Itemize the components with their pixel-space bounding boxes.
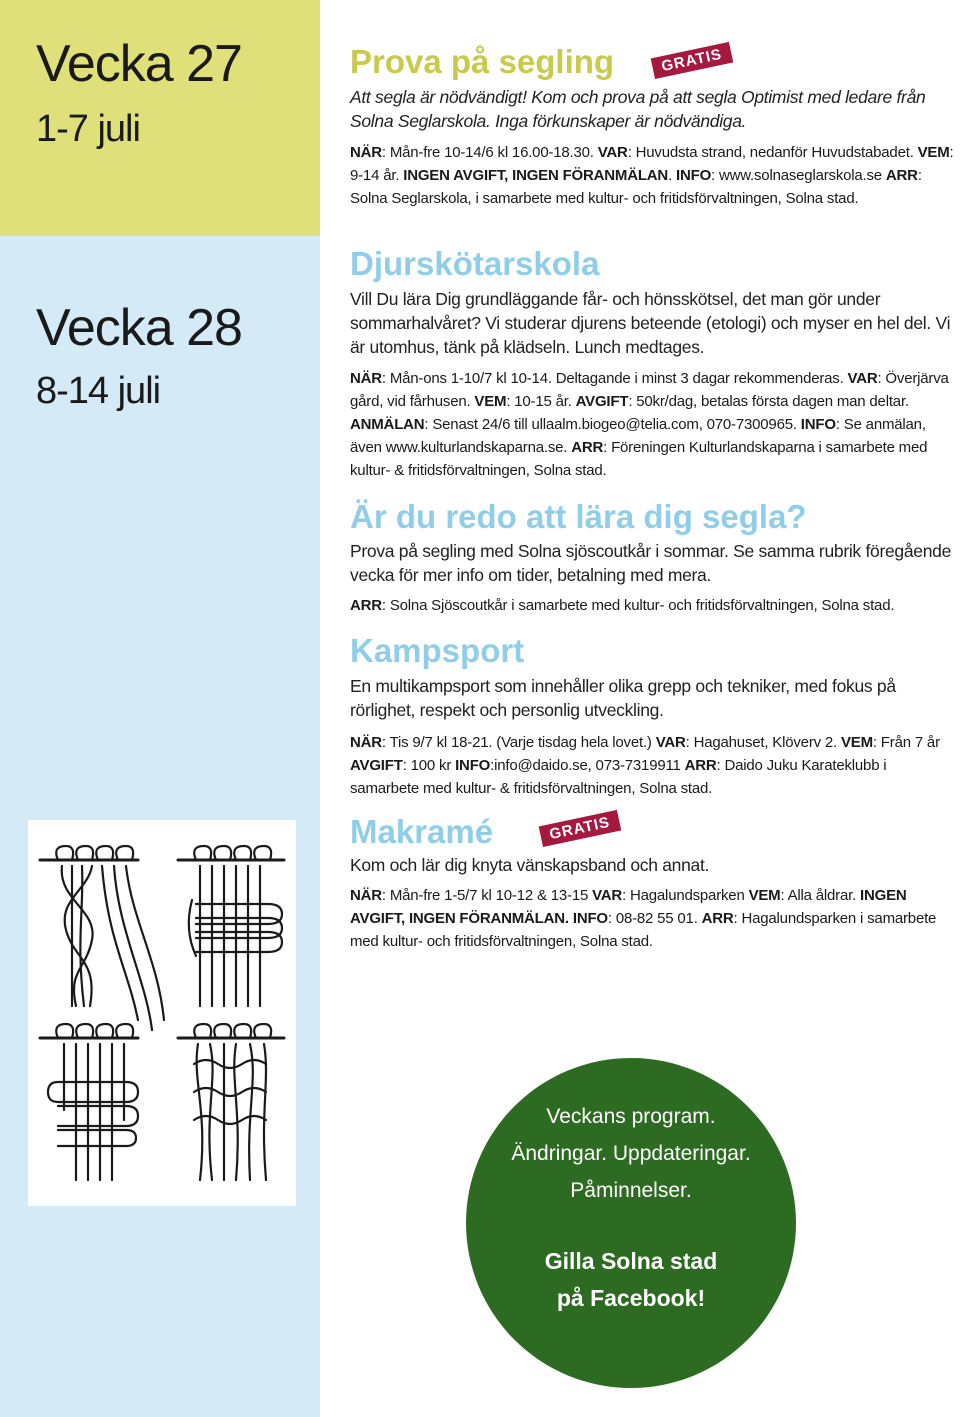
makrame-intro: Kom och lär dig knyta vänskapsband och annat. — [350, 855, 710, 875]
segla-details: ARR: Solna Sjöscoutkår i samarbete med kultur- och fritidsförvaltningen, Solna stad. — [350, 597, 895, 614]
macrame-knot-icon — [28, 820, 296, 1206]
promo-line-3: Påminnelser. — [570, 1179, 692, 1202]
heading-kampsport: Kampsport — [350, 632, 525, 669]
heading-ar-du-redo: Är du redo att lära dig segla? — [350, 498, 807, 535]
djurskotarskola-intro: Vill Du lära Dig grundläggande får- och hönsskötsel, det man gör under sommarhalvåret? Vi studerar djurens beteende (etologi) och myser en hel del. Vi är utomhus, tänk på klädseln. Lunch medtages. — [350, 289, 951, 357]
promo-line-1: Veckans program. — [546, 1105, 716, 1128]
gratis-badge: GRATIS — [651, 42, 733, 79]
promo-cta-2: på Facebook! — [556, 1285, 706, 1311]
week28-dates: 8-14 juli — [36, 370, 161, 412]
segla-intro: Prova på segling med Solna sjöscoutkår i sommar. Se samma rubrik föregående vecka för mer info om tider, betalning med mera. — [350, 541, 951, 585]
week28-title: Vecka 28 — [36, 299, 242, 357]
promo-line-2: Ändringar. Uppdateringar. — [511, 1142, 751, 1165]
makrame-details: NÄR: Mån-fre 1-5/7 kl 10-12 & 13-15 VAR: Hagalundsparken VEM: Alla åldrar. INGEN AVGIFT, INGEN FÖRANMÄLAN. INFO: 08-82 55 01. ARR: Hagalundsparken i samarbete med kultur- och fritidsförvaltningen, Solna stad. — [350, 887, 937, 950]
heading-djurskotarskola — [350, 247, 599, 280]
week27-dates: 1-7 juli — [36, 108, 140, 150]
facebook-promo-circle[interactable] — [466, 1058, 796, 1388]
segling-intro: Att segla är nödvändigt! Kom och prova på att segla Optimist med ledare från Solna Seglarskola. Inga förkunskaper är nödvändiga. — [350, 87, 926, 131]
djurskotarskola-details: NÄR: Mån-ons 1-10/7 kl 10-14. Deltagande i minst 3 dagar rekommenderas. VAR: Överjärva gård, vid fårhusen. VEM: 10-15 år. AVGIFT: 50kr/dag, betalas första dagen man deltar. ANMÄLAN: Senast 24/6 till ullaalm.biogeo@telia.com, 070-7300965. INFO: Se anmälan, även www.kulturlandskaparna.se. ARR: Föreningen Kulturlandskaparna i samarbete med kultur- & fritidsförvaltningen, Solna stad. — [350, 370, 949, 479]
promo-cta-1: Gilla Solna stad — [544, 1248, 718, 1274]
heading-makrame: Makramé — [350, 813, 494, 850]
gratis-badge-makrame: GRATIS — [539, 810, 621, 847]
segling-details: NÄR: Mån-fre 10-14/6 kl 16.00-18.30. VAR: Huvudsta strand, nedanför Huvudstabadet. VEM: 9-14 år. INGEN AVGIFT, INGEN FÖRANMÄLAN. INFO: www.solnaseglarskola.se ARR: Solna Seglarskola, i samarbete med kultur- och fritidsförvaltningen, Solna stad. — [350, 144, 954, 207]
heading-prova-pa-segling: Prova på segling — [350, 43, 615, 80]
macrame-knot-illustration — [28, 820, 296, 1206]
heading-djurskotarskola-text: Djurskötarskola — [350, 245, 600, 282]
week27-title: Vecka 27 — [36, 35, 242, 93]
kampsport-details: NÄR: Tis 9/7 kl 18-21. (Varje tisdag hela lovet.) VAR: Hagahuset, Klöverv 2. VEM: Från 7 år AVGIFT: 100 kr INFO:info@daido.se, 073-7319911 ARR: Daido Juku Karateklubb i samarbete med kultur- & fritidsförvaltningen, Solna stad. — [350, 734, 940, 797]
kampsport-intro: En multikampsport som innehåller olika grepp och tekniker, med fokus på rörlighet, respekt och personlig utveckling. — [350, 676, 896, 720]
